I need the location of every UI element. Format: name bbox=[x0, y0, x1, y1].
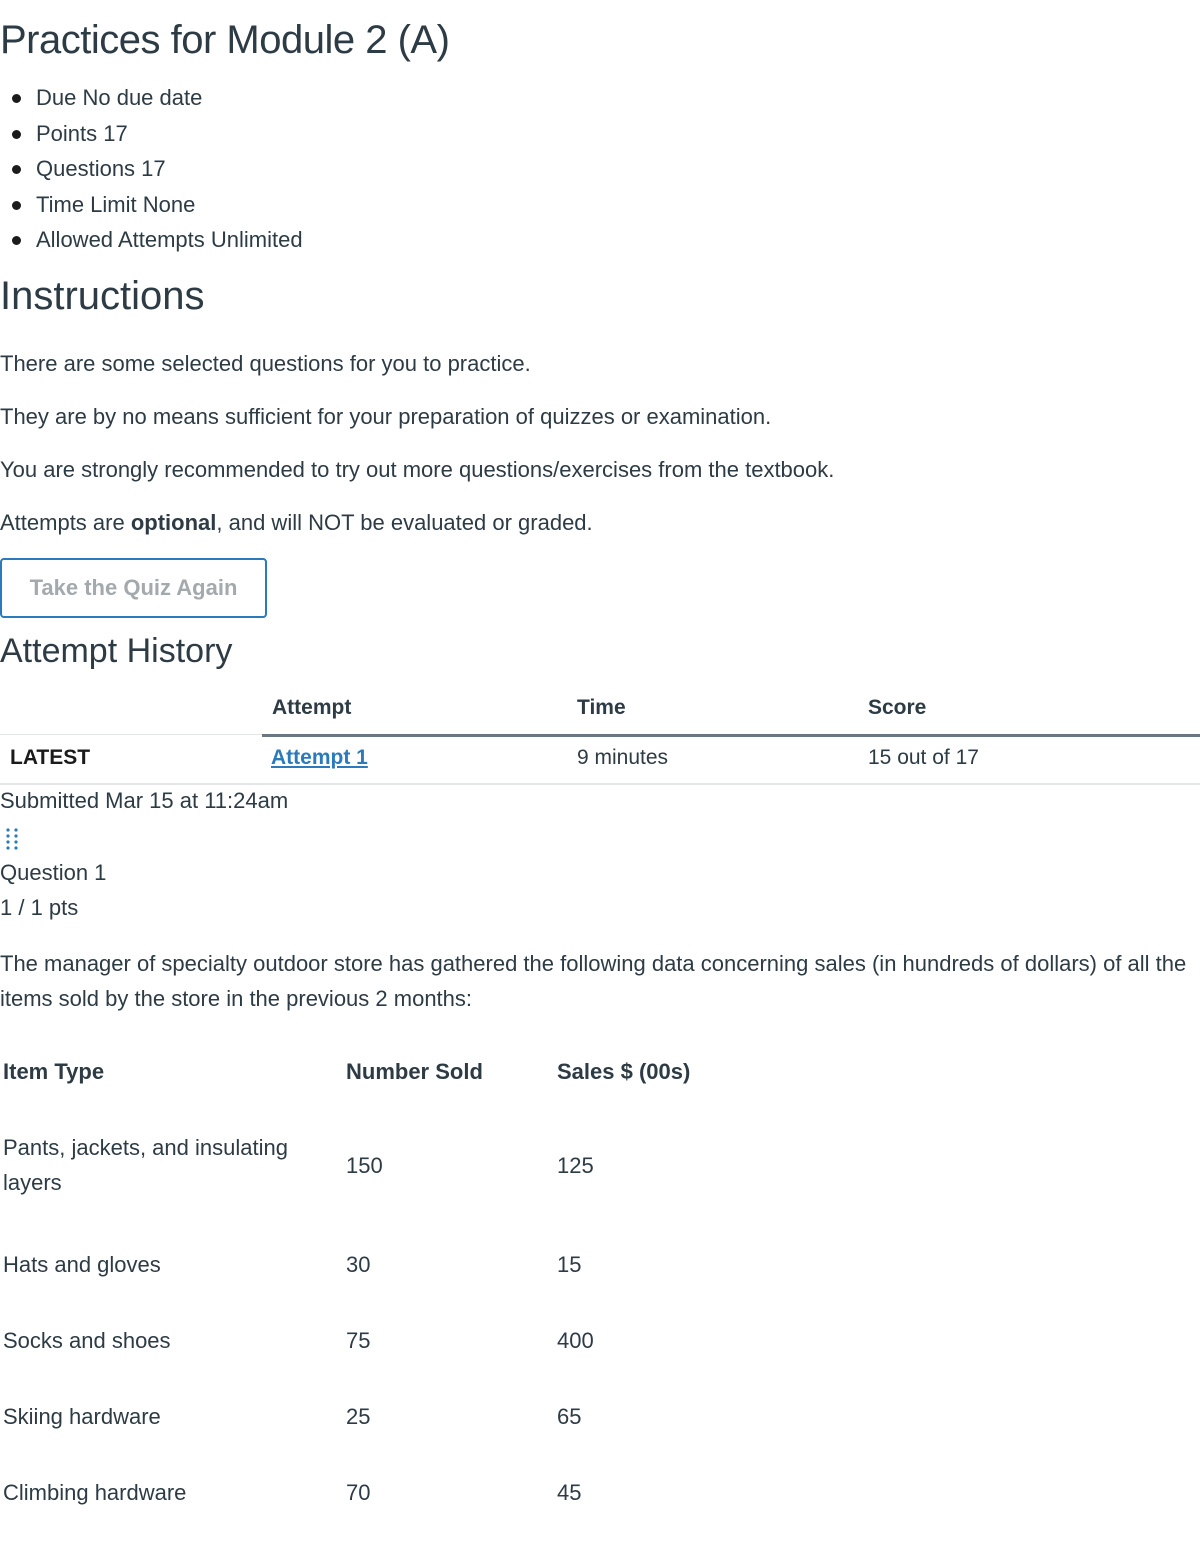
table-divider bbox=[0, 734, 262, 735]
column-header-score: Score bbox=[868, 696, 927, 719]
submitted-timestamp: Submitted Mar 15 at 11:24am bbox=[0, 788, 289, 813]
quiz-details-list bbox=[0, 80, 303, 258]
instructions-paragraph-4 bbox=[0, 508, 593, 538]
cell-sales: 400 bbox=[557, 1327, 594, 1353]
header-number-sold: Number Sold bbox=[346, 1059, 483, 1084]
table-header-underline bbox=[262, 734, 1200, 737]
attempt-1-link[interactable]: Attempt 1 bbox=[271, 746, 368, 769]
cell-sales: 65 bbox=[557, 1403, 582, 1429]
detail-questions: Questions 17 bbox=[0, 151, 303, 187]
cell-number-sold: 70 bbox=[346, 1479, 371, 1505]
attempt-time: 9 minutes bbox=[577, 746, 669, 769]
column-header-attempt: Attempt bbox=[272, 696, 352, 719]
cell-item-type: Socks and shoes bbox=[3, 1327, 171, 1353]
question-label: Question 1 bbox=[0, 860, 107, 885]
table-row bbox=[0, 1302, 754, 1378]
question-points: 1 / 1 pts bbox=[0, 895, 79, 920]
attempt-history-heading: Attempt History bbox=[0, 632, 233, 670]
sales-data-table bbox=[0, 1040, 754, 1530]
optional-emphasis: optional bbox=[130, 510, 217, 535]
take-quiz-again-button[interactable]: Take the Quiz Again bbox=[0, 558, 267, 618]
table-header-row bbox=[0, 1040, 754, 1104]
table-row bbox=[0, 1454, 754, 1530]
cell-sales: 45 bbox=[557, 1479, 582, 1505]
table-row bbox=[0, 1226, 754, 1302]
drag-handle-icon[interactable] bbox=[4, 826, 20, 850]
header-item-type: Item Type bbox=[3, 1059, 105, 1084]
cell-number-sold: 75 bbox=[346, 1327, 371, 1353]
instructions-paragraph-3: You are strongly recommended to try out more questions/exercises from the textbook. bbox=[0, 457, 835, 482]
cell-number-sold: 30 bbox=[346, 1251, 371, 1277]
p4-text-after: , and will NOT be evaluated or graded. bbox=[216, 510, 593, 535]
detail-allowed-attempts: Allowed Attempts Unlimited bbox=[0, 222, 303, 258]
cell-item-type: Skiing hardware bbox=[3, 1403, 161, 1429]
cell-sales: 15 bbox=[557, 1251, 582, 1277]
detail-points: Points 17 bbox=[0, 116, 303, 152]
table-row bbox=[0, 1378, 754, 1454]
cell-item-type: Hats and gloves bbox=[3, 1251, 161, 1277]
p4-text-before: Attempts are bbox=[0, 510, 131, 535]
instructions-heading: Instructions bbox=[0, 274, 205, 318]
table-row-divider bbox=[0, 783, 1200, 785]
cell-item-type: Climbing hardware bbox=[3, 1479, 187, 1505]
attempt-score: 15 out of 17 bbox=[868, 746, 979, 769]
detail-due: Due No due date bbox=[0, 80, 303, 116]
page-title: Practices for Module 2 (A) bbox=[0, 18, 450, 62]
header-sales: Sales $ (00s) bbox=[557, 1059, 691, 1084]
instructions-paragraph-2: They are by no means sufficient for your preparation of quizzes or examination. bbox=[0, 404, 772, 429]
table-row bbox=[0, 1104, 754, 1226]
column-header-time: Time bbox=[577, 696, 626, 719]
latest-badge: LATEST bbox=[10, 746, 91, 769]
cell-number-sold: 150 bbox=[346, 1152, 383, 1178]
cell-item-type: Pants, jackets, and insulating layers bbox=[3, 1135, 288, 1195]
cell-sales: 125 bbox=[557, 1152, 594, 1178]
instructions-paragraph-1: There are some selected questions for you to practice. bbox=[0, 351, 531, 376]
detail-time-limit: Time Limit None bbox=[0, 187, 303, 223]
cell-number-sold: 25 bbox=[346, 1403, 371, 1429]
question-text: The manager of specialty outdoor store has gathered the following data concerning sales (in hundreds of dollars) of all the items sold by the store in the previous 2 months: bbox=[0, 951, 1187, 1011]
